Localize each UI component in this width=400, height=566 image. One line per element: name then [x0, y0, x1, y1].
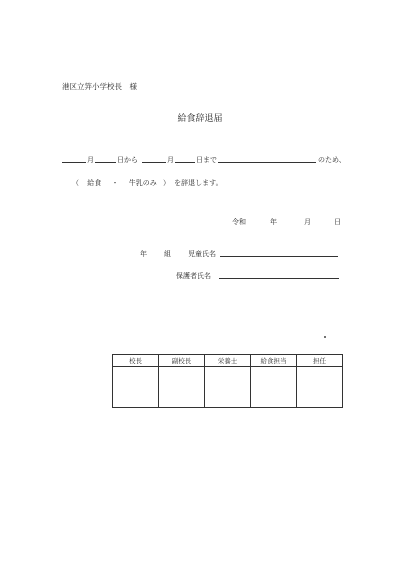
month-from-blank[interactable]	[62, 154, 86, 163]
stamp-box-homeroom-teacher[interactable]	[297, 367, 343, 408]
date-year: 年	[270, 218, 277, 226]
stamp-header-homeroom-teacher: 担任	[297, 355, 343, 367]
date-era: 令和	[232, 218, 246, 226]
month-from-label: 月	[87, 156, 94, 164]
reason-blank[interactable]	[218, 154, 316, 163]
day-from-blank[interactable]	[95, 154, 116, 163]
approval-stamp-table	[112, 354, 343, 408]
month-to-label: 月	[167, 156, 174, 164]
choice-line	[72, 180, 223, 187]
submission-date	[232, 216, 352, 226]
stamp-header-row	[113, 355, 343, 367]
day-to-label: 日まで	[196, 156, 217, 164]
stamp-box-principal[interactable]	[113, 367, 159, 408]
stamp-header-lunch-staff: 給食担当	[251, 355, 297, 367]
date-day: 日	[334, 218, 341, 226]
student-class-label: 組	[164, 250, 171, 258]
month-to-blank[interactable]	[142, 154, 166, 163]
student-name-line[interactable]	[220, 248, 338, 257]
stamp-header-nutritionist: 栄養士	[205, 355, 251, 367]
stamp-box-row	[113, 367, 343, 408]
day-to-blank[interactable]	[175, 154, 195, 163]
guardian-row	[176, 270, 346, 280]
period-line	[62, 154, 362, 166]
page-title: 給食辞退届	[177, 114, 223, 124]
addressee: 港区立笄小学校長 様	[62, 82, 137, 91]
guardian-name-label: 保護者氏名	[176, 272, 211, 280]
reason-suffix: のため、	[318, 156, 346, 164]
day-from-label: 日から	[117, 156, 138, 164]
student-name-label: 児童氏名	[188, 250, 216, 258]
stamp-box-nutritionist[interactable]	[205, 367, 251, 408]
date-month: 月	[304, 218, 311, 226]
option-separator: ・	[111, 179, 119, 187]
stamp-box-vice-principal[interactable]	[159, 367, 205, 408]
student-row	[140, 248, 355, 258]
option-milk-only[interactable]: 牛乳のみ	[128, 179, 157, 187]
close-paren: ）	[162, 179, 170, 187]
stray-mark	[324, 336, 326, 338]
choice-suffix: を辞退します。	[174, 179, 223, 187]
open-paren: （	[72, 179, 79, 187]
stamp-box-lunch-staff[interactable]	[251, 367, 297, 408]
stamp-header-principal: 校長	[113, 355, 159, 367]
option-meal[interactable]: 給食	[87, 179, 102, 187]
stamp-header-vice-principal: 副校長	[159, 355, 205, 367]
guardian-name-line[interactable]	[219, 270, 339, 279]
student-grade-label: 年	[140, 250, 147, 258]
